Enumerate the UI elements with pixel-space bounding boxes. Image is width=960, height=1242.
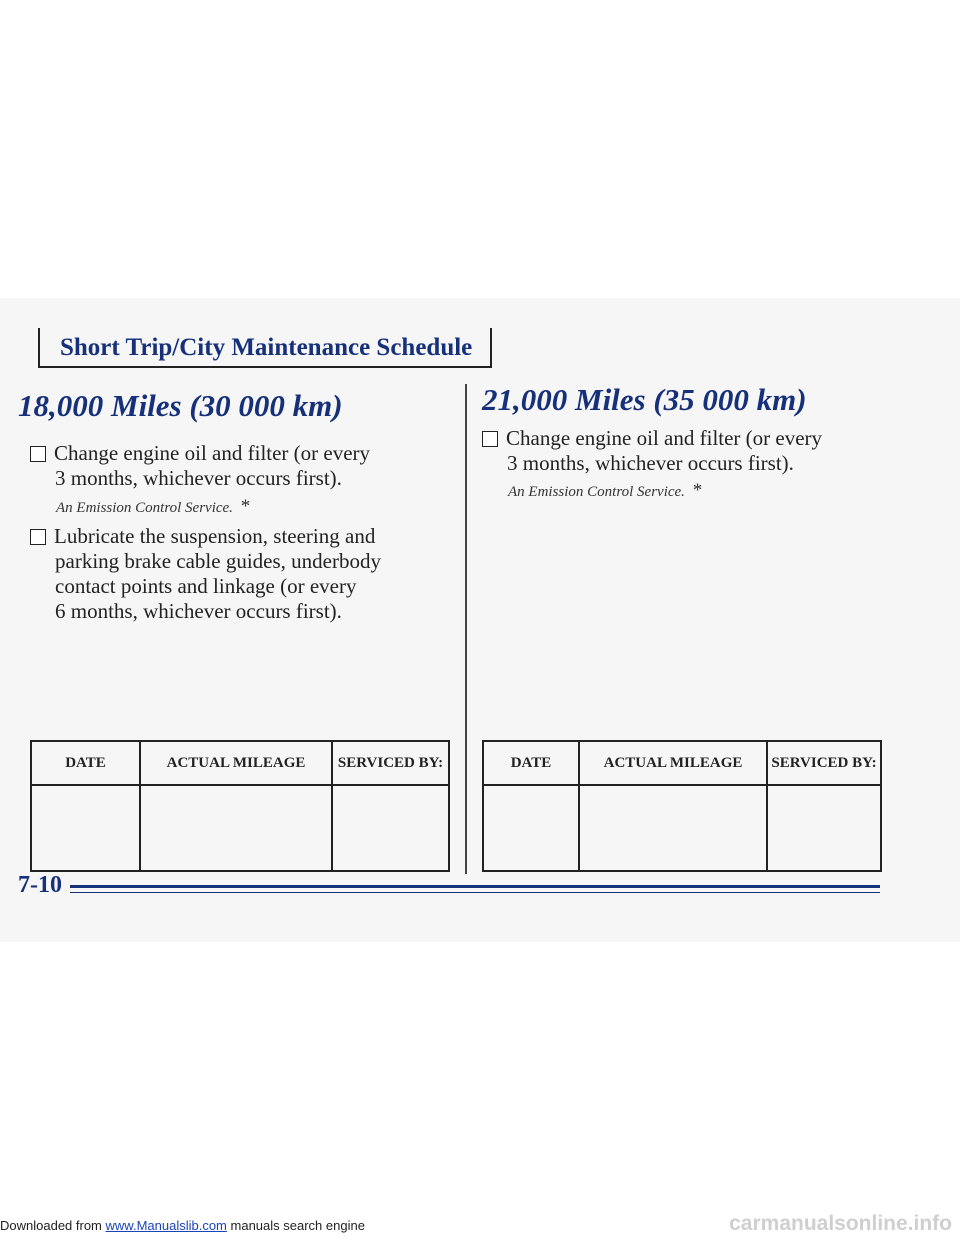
asterisk-mark: * <box>240 496 251 517</box>
column-divider <box>465 384 467 874</box>
serviced-by-cell[interactable] <box>767 785 881 871</box>
item-line: Change engine oil and filter (or every <box>506 426 823 450</box>
page-number: 7-10 <box>18 872 62 898</box>
section-header <box>38 328 492 368</box>
asterisk-mark: * <box>692 480 703 501</box>
download-credit <box>0 1218 365 1233</box>
item-line: 3 months, whichever occurs first). <box>55 466 342 490</box>
item-line: Change engine oil and filter (or every <box>54 441 371 465</box>
item-line: Lubricate the suspension, steering and <box>54 524 376 548</box>
left-heading: 18,000 Miles (30 000 km) <box>18 388 343 423</box>
table-row <box>483 785 881 871</box>
serviced-by-cell[interactable] <box>332 785 449 871</box>
column-header-serviced-by: SERVICED BY: <box>332 741 449 785</box>
right-emission-note <box>508 480 702 502</box>
left-emission-note <box>56 496 250 518</box>
download-suffix: manuals search engine <box>230 1218 365 1233</box>
download-prefix: Downloaded from <box>0 1218 102 1233</box>
footer-rule <box>70 885 880 888</box>
item-line: 3 months, whichever occurs first). <box>507 451 794 475</box>
checkbox-icon[interactable] <box>30 529 46 545</box>
column-header-mileage: ACTUAL MILEAGE <box>140 741 332 785</box>
column-header-mileage: ACTUAL MILEAGE <box>579 741 767 785</box>
table-row <box>31 785 449 871</box>
item-line: contact points and linkage (or every <box>55 574 357 598</box>
item-line: parking brake cable guides, underbody <box>55 549 381 573</box>
mileage-cell[interactable] <box>579 785 767 871</box>
date-cell[interactable] <box>31 785 140 871</box>
table-header-row <box>31 741 449 785</box>
item-line: 6 months, whichever occurs first). <box>55 599 342 623</box>
manualslib-link[interactable]: www.Manualslib.com <box>105 1218 227 1233</box>
date-cell[interactable] <box>483 785 579 871</box>
column-header-serviced-by: SERVICED BY: <box>767 741 881 785</box>
left-item-lubricate <box>30 524 450 624</box>
checkbox-icon[interactable] <box>30 446 46 462</box>
mileage-cell[interactable] <box>140 785 332 871</box>
right-service-log-table <box>482 740 882 872</box>
right-heading: 21,000 Miles (35 000 km) <box>482 382 807 417</box>
note-text: An Emission Control Service. <box>508 484 685 500</box>
left-service-log-table <box>30 740 450 872</box>
footer-rule-thin <box>70 892 880 893</box>
checkbox-icon[interactable] <box>482 431 498 447</box>
table-header-row <box>483 741 881 785</box>
section-header-title: Short Trip/City Maintenance Schedule <box>60 334 473 361</box>
column-header-date: DATE <box>31 741 140 785</box>
site-watermark: carmanualsonline.info <box>729 1212 952 1235</box>
right-item-oil <box>482 426 902 476</box>
left-item-oil <box>30 441 450 491</box>
column-header-date: DATE <box>483 741 579 785</box>
note-text: An Emission Control Service. <box>56 500 233 516</box>
